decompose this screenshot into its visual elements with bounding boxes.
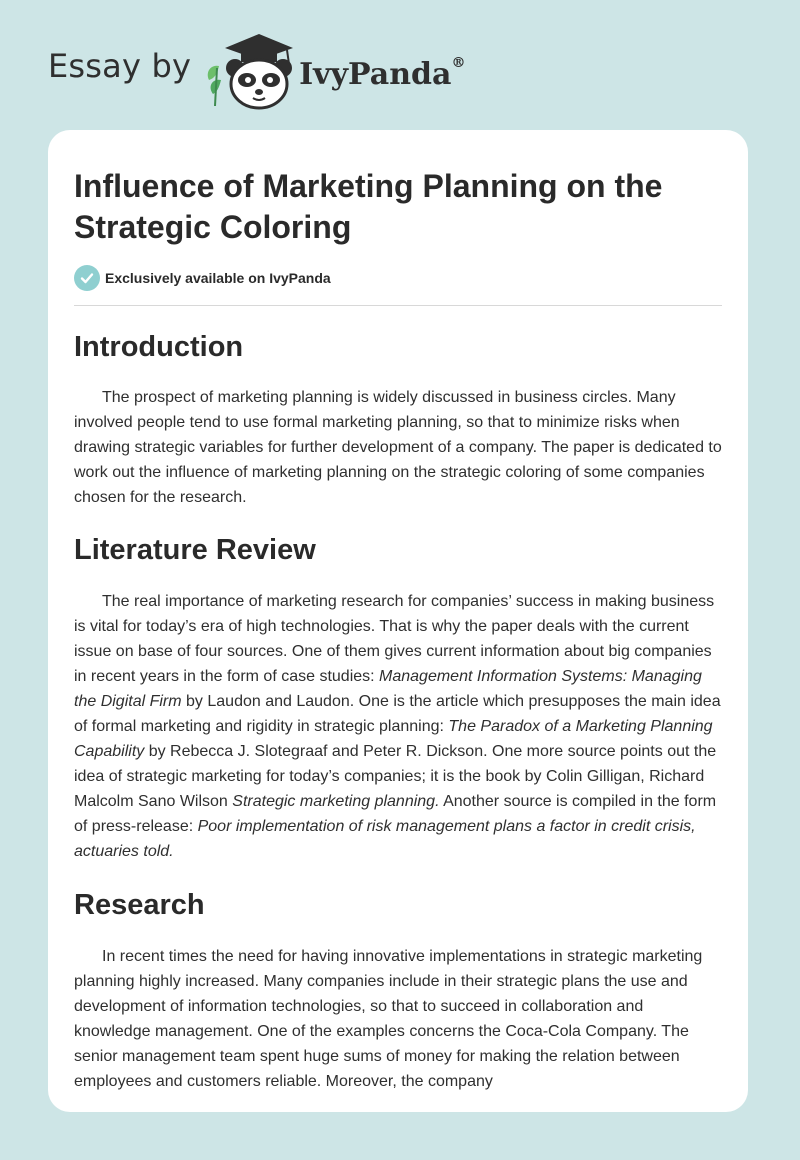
intro-paragraph: The prospect of marketing planning is widely discussed in business circles. Many involved people tend to use formal marketing planning, so that to minimize risks when drawing strategic variables for further development of a company. The paper is dedicated to work out the influence of marketing planning on the strategic coloring of some companies chosen for the research. xyxy=(74,389,722,506)
page-title: Influence of Marketing Planning on the Strategic Coloring xyxy=(74,168,663,245)
lit-source-2: The Paradox of a Marketing Planning Capability xyxy=(74,718,713,760)
check-icon xyxy=(74,265,100,291)
brand-text: IvyPanda xyxy=(299,56,452,92)
divider xyxy=(74,305,722,306)
lit-source-1: Management Information Systems: Managing the Digital Firm xyxy=(74,668,702,710)
lit-source-3: Strategic marketing planning. xyxy=(232,793,440,810)
brand-name[interactable] xyxy=(299,54,466,92)
literature-heading: Literature Review xyxy=(74,534,316,566)
literature-paragraph xyxy=(74,589,722,864)
exclusive-badge xyxy=(74,264,722,292)
registered-mark: ® xyxy=(451,54,466,71)
lit-text-2: by Laudon and Laudon. One is the article which presupposes the main idea of formal marketing and rigidity in strategic planning: xyxy=(74,693,721,735)
site-header xyxy=(48,28,465,112)
lit-text-1: The real importance of marketing research for companies’ success in making business is vital for today’s era of high technologies. That is why the paper deals with the current issue on base of four sources. One of them gives current information about big companies in recent years in the form of case studies: xyxy=(74,593,715,685)
panda-logo-icon[interactable] xyxy=(203,28,299,112)
exclusive-text: Exclusively available on IvyPanda xyxy=(105,270,331,286)
intro-heading: Introduction xyxy=(74,331,244,363)
research-paragraph: In recent times the need for having innovative implementations in strategic marketing planning highly increased. Many companies include in their strategic plans the use and development of information technologies, so that to succeed in collaboration and knowledge management. One of the examples concerns the Coca-Cola Company. The senior management team spent huge sums of money for making the relation between employees and customers reliable. Moreover, the company xyxy=(74,948,703,1090)
lit-text-4: Another source is compiled in the form of press-release: xyxy=(74,793,717,835)
research-heading: Research xyxy=(74,889,205,921)
lit-source-4: Poor implementation of risk management plans a factor in credit crisis, actuaries told. xyxy=(74,818,696,860)
essay-card xyxy=(48,130,748,1112)
lit-text-3: by Rebecca J. Slotegraaf and Peter R. Dickson. One more source points out the idea of strategic marketing for today’s companies; it is the book by Colin Gilligan, Richard Malcolm Sano Wilson xyxy=(74,743,717,810)
essay-by-label: Essay by xyxy=(48,47,192,85)
